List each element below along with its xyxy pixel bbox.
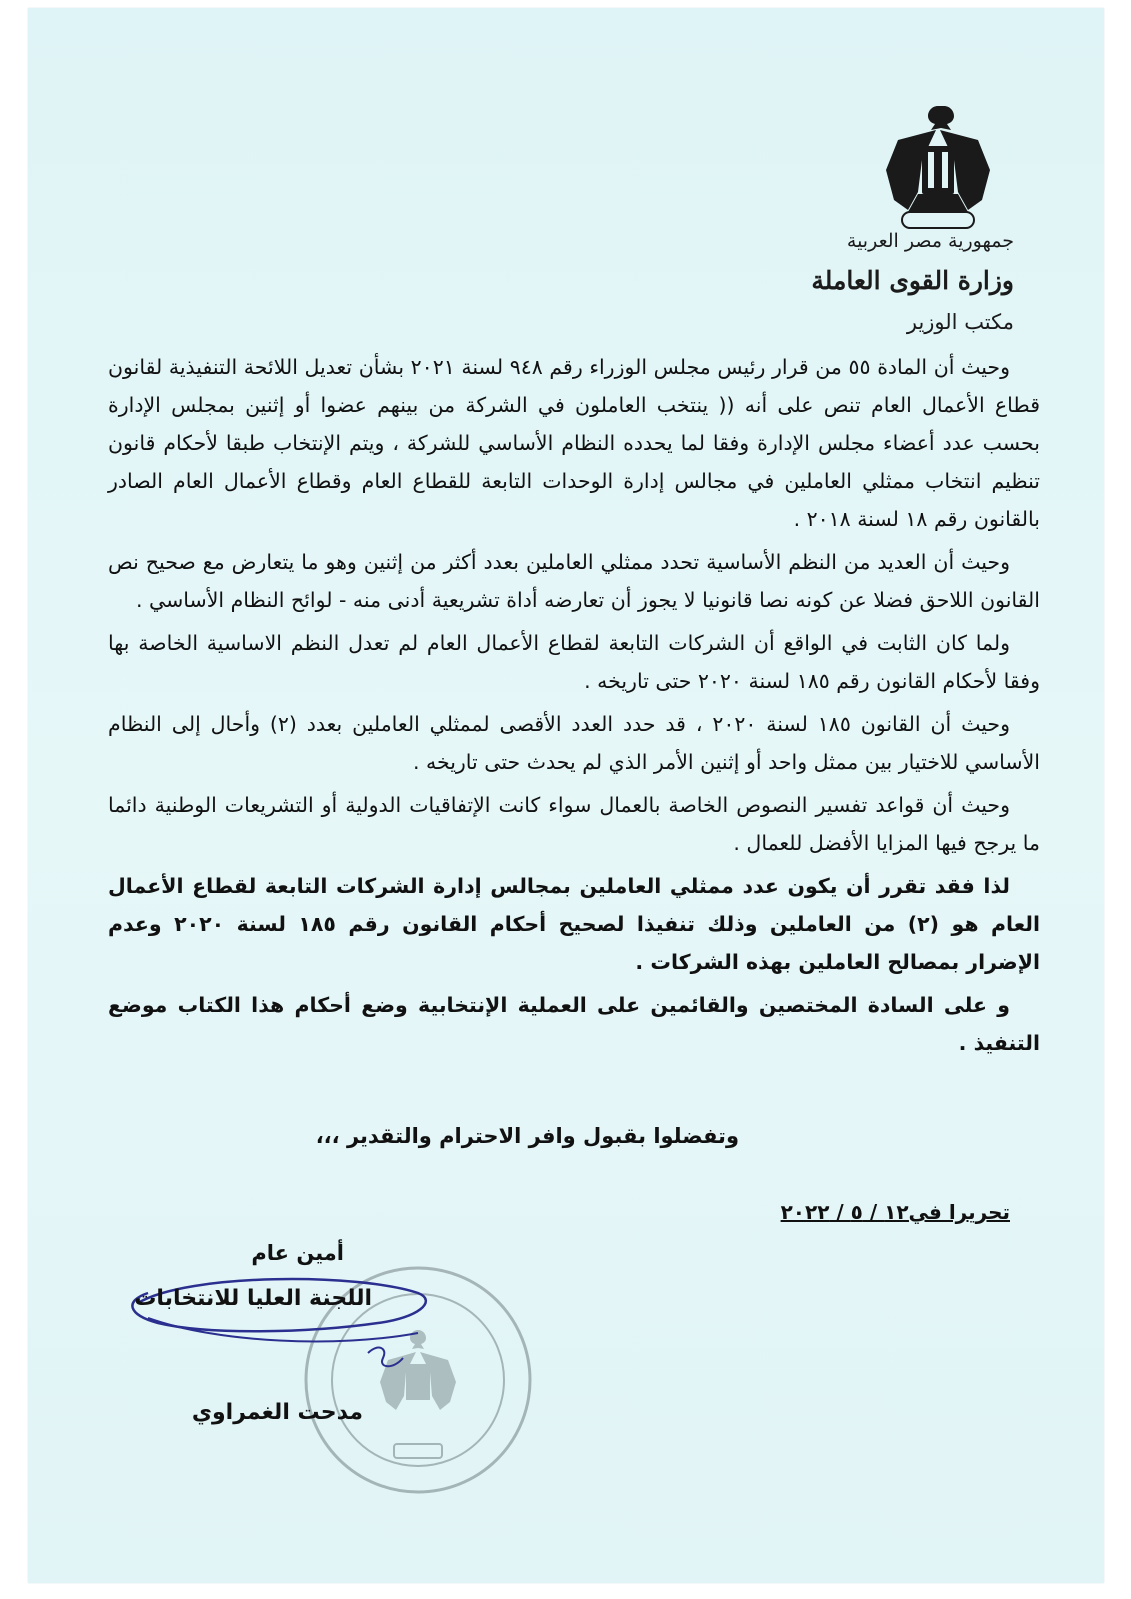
office-name: مكتب الوزير <box>906 310 1014 334</box>
document-page <box>28 8 1104 1583</box>
paragraph: وحيث أن قواعد تفسير النصوص الخاصة بالعمال سواء كانت الإتفاقيات الدولية أو التشريعات الوطنية دائما ما يرجح فيها المزايا الأفضل للعمال . <box>108 793 1040 855</box>
country-name: جمهورية مصر العربية <box>846 230 1014 252</box>
signatory-name: مدحت الغمراوي <box>191 1400 363 1425</box>
ministry-name: وزارة القوى العاملة <box>811 266 1014 295</box>
letter-body <box>108 348 1040 1067</box>
eagle-emblem-icon <box>878 100 998 240</box>
paragraph: لذا فقد تقرر أن يكون عدد ممثلي العاملين بمجالس إدارة الشركات التابعة لقطاع الأعمال العام هو (٢) من العاملين وذلك تنفيذا لصحيح أحكام القانون رقم ١٨٥ لسنة ٢٠٢٠ وعدم الإضرار بمصالح العاملين بهذه الشركات . <box>108 874 1041 974</box>
paragraph: و على السادة المختصين والقائمين على العملية الإنتخابية وضع أحكام هذا الكتاب موضع التنفيذ . <box>108 993 1040 1055</box>
signatory-committee: اللجنة العليا للانتخابات <box>134 1286 372 1311</box>
paragraph: وحيث أن المادة ٥٥ من قرار رئيس مجلس الوزراء رقم ٩٤٨ لسنة ٢٠٢١ بشأن تعديل اللائحة التنفيذية لقانون قطاع الأعمال العام تنص على أنه (( ينتخب العاملون في الشركة من بينهم عضوا أو إثنين بمجلس الإدارة بحسب عدد أعضاء مجلس الإدارة وفقا لما يحدده النظام الأساسي للشركة ، ويتم الإنتخاب طبقا لأحكام قانون تنظيم انتخاب ممثلي العاملين في مجالس إدارة الوحدات التابعة للقطاع العام وقطاع الأعمال العام الصادر بالقانون رقم ١٨ لسنة ٢٠١٨ . <box>108 355 1040 531</box>
paragraph: وحيث أن القانون ١٨٥ لسنة ٢٠٢٠ ، قد حدد العدد الأقصى لممثلي العاملين بعدد (٢) وأحال إلى النظام الأساسي للاختيار بين ممثل واحد أو إثنين الأمر الذي لم يحدث حتى تاريخه . <box>108 712 1040 774</box>
paragraph: وحيث أن العديد من النظم الأساسية تحدد ممثلي العاملين بعدد أكثر من إثنين وهو ما يتعارض مع صحيح نص القانون اللاحق فضلا عن كونه نصا قانونيا لا يجوز أن تعارضه أداة تشريعية أدنى منه - لوائح النظام الأساسي . <box>108 550 1040 612</box>
closing-line: وتفضلوا بقبول وافر الاحترام والتقدير ،،، <box>315 1124 739 1148</box>
paragraph: ولما كان الثابت في الواقع أن الشركات التابعة لقطاع الأعمال العام لم تعدل النظم الاساسية الخاصة بها وفقا لأحكام القانون رقم ١٨٥ لسنة ٢٠٢٠ حتى تاريخه . <box>108 631 1040 693</box>
signatory-title: أمين عام <box>251 1241 344 1265</box>
date-line: تحريرا في١٢ / ٥ / ٢٠٢٢ <box>780 1200 1010 1224</box>
